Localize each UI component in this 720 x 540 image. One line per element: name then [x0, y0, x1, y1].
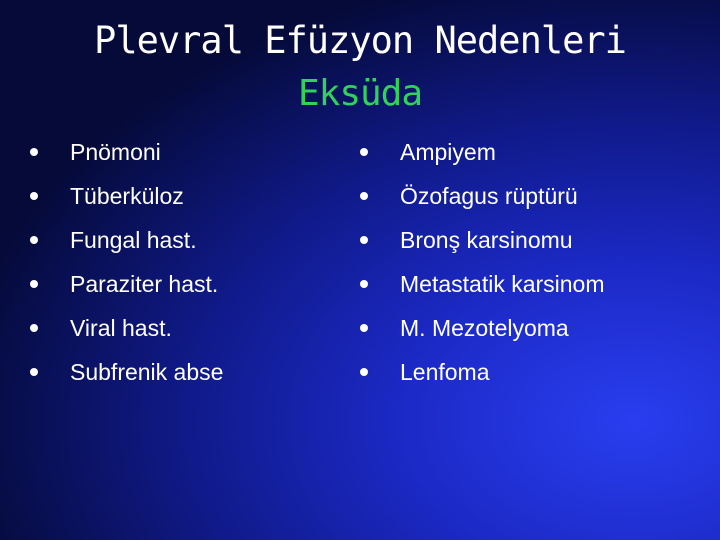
list-item	[358, 174, 688, 218]
list-item	[28, 174, 358, 218]
list-item	[358, 306, 688, 350]
list-item-label: Tüberküloz	[70, 182, 184, 209]
bullet-dot-icon	[30, 324, 38, 332]
list-item-label: Ampiyem	[400, 138, 496, 165]
bullet-dot-icon	[360, 368, 368, 376]
slide-title: Plevral Efüzyon Nedenleri	[94, 19, 626, 62]
list-item-label: Bronş karsinomu	[400, 226, 573, 253]
list-item	[28, 306, 358, 350]
bullet-dot-icon	[360, 192, 368, 200]
list-item-label: Pnömoni	[70, 138, 161, 165]
list-item	[358, 350, 688, 394]
bullet-dot-icon	[30, 148, 38, 156]
bullet-dot-icon	[30, 368, 38, 376]
list-item-label: Özofagus rüptürü	[400, 182, 578, 209]
slide-subtitle: Eksüda	[297, 73, 423, 114]
list-item	[358, 218, 688, 262]
list-item-label: Paraziter hast.	[70, 270, 219, 297]
list-item	[28, 350, 358, 394]
bullet-dot-icon	[30, 236, 38, 244]
bullet-dot-icon	[360, 280, 368, 288]
bullet-dot-icon	[360, 148, 368, 156]
list-item	[28, 218, 358, 262]
list-item	[28, 130, 358, 174]
list-item-label: Fungal hast.	[70, 226, 197, 253]
bullet-dot-icon	[360, 324, 368, 332]
list-item-label: Viral hast.	[70, 314, 172, 341]
list-item	[28, 262, 358, 306]
left-bullet-list	[28, 130, 358, 394]
list-item-label: Lenfoma	[400, 358, 490, 385]
bullet-dot-icon	[360, 236, 368, 244]
list-item	[358, 262, 688, 306]
list-item	[358, 130, 688, 174]
bullet-dot-icon	[30, 192, 38, 200]
list-item-label: Metastatik karsinom	[400, 270, 605, 297]
list-item-label: Subfrenik abse	[70, 358, 224, 385]
right-bullet-list	[358, 130, 688, 394]
list-item-label: M. Mezotelyoma	[400, 314, 569, 341]
bullet-dot-icon	[30, 280, 38, 288]
